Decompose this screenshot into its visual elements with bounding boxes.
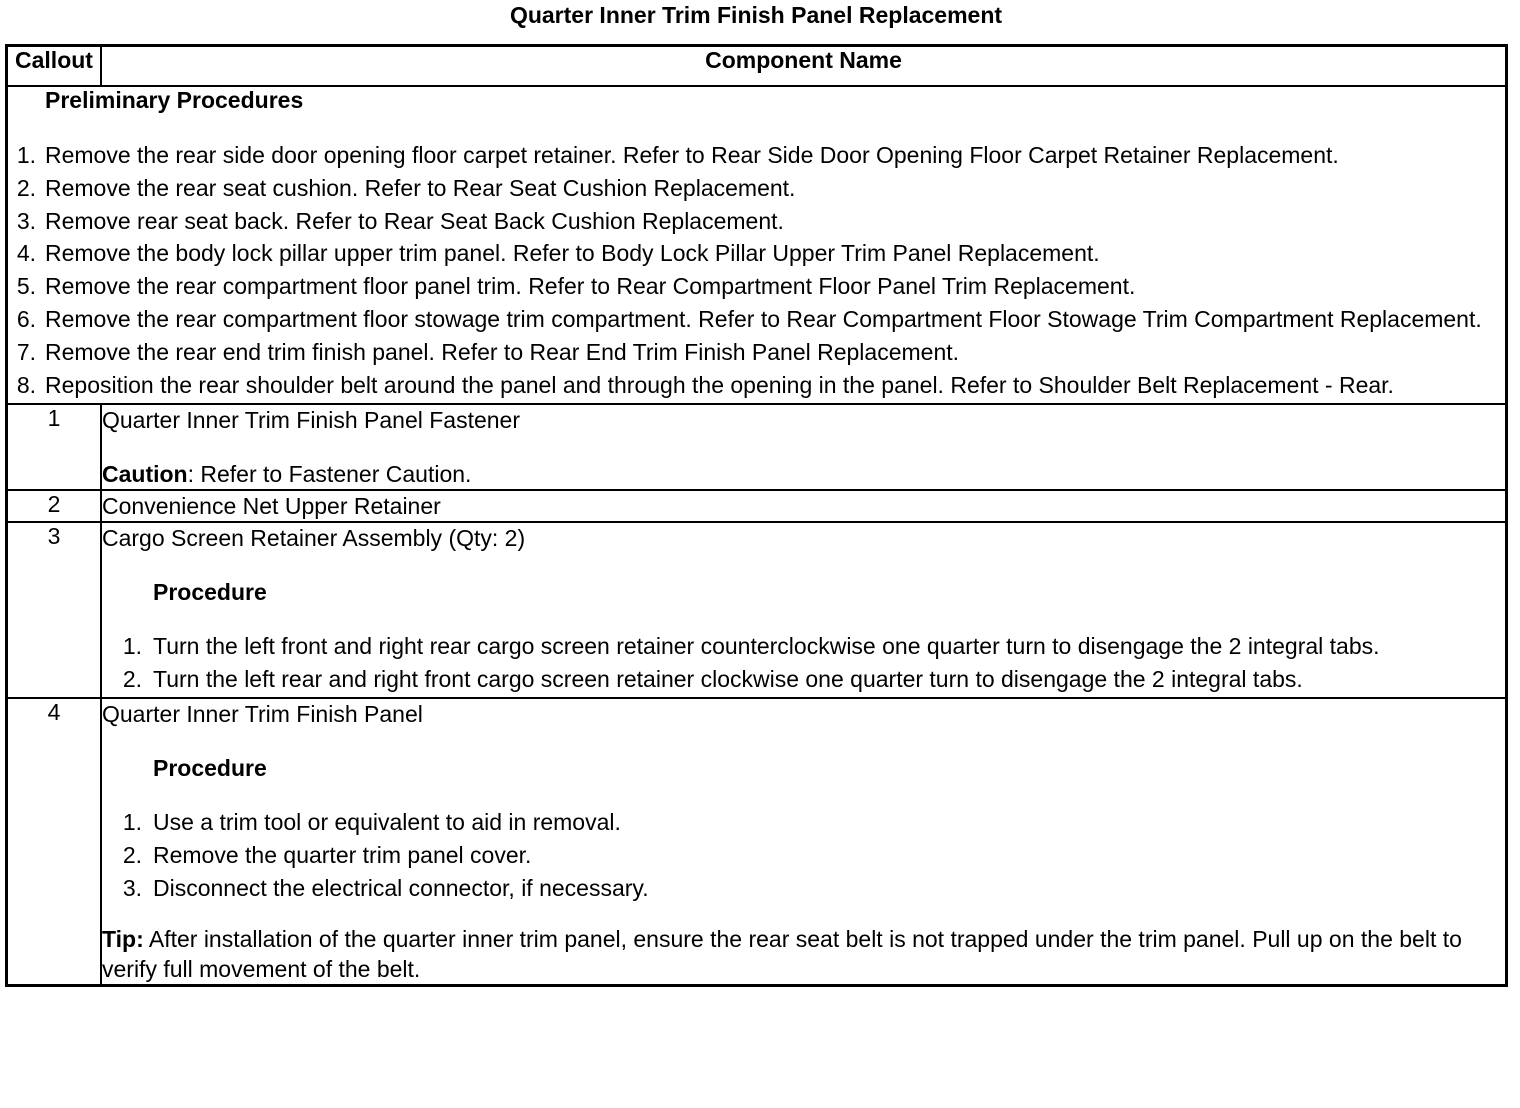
component-cell [101,698,1507,986]
list-item [8,207,1505,237]
step-text: Remove the rear side door opening floor carpet retainer. Refer to Rear Side Door Opening Floor Carpet Retainer Replacement. [45,142,1339,168]
list-item [8,174,1505,204]
step-number: 1. [122,633,142,660]
step-text: Remove the quarter trim panel cover. [153,841,532,868]
preliminary-procedures-heading: Preliminary Procedures [45,87,304,113]
procedure-steps-list [102,631,1505,694]
step-number: 2. [16,174,36,201]
table-header-row [7,46,1507,87]
step-text: Reposition the rear shoulder belt around the panel and through the opening in the panel. Refer to Shoulder Belt Replacement - Rear. [45,371,1394,398]
procedure-heading: Procedure [153,579,267,606]
step-text: Remove the rear end trim finish panel. Refer to Rear End Trim Finish Panel Replacement. [45,338,960,365]
table-row [7,698,1507,986]
step-text: Turn the left front and right rear cargo screen retainer counterclockwise one quarter turn to disengage the 2 integral tabs. [153,633,1380,660]
step-number: 7. [16,338,36,365]
preliminary-steps-list [8,141,1505,400]
component-cell [101,404,1507,490]
callout-number: 3 [7,522,102,698]
callout-column-header: Callout [7,46,102,87]
callout-number: 4 [7,698,102,986]
list-item [102,840,1505,870]
tip-label: Tip: [102,926,144,953]
list-item [8,272,1505,302]
procedure-heading: Procedure [153,754,267,781]
step-number: 5. [16,273,36,300]
preliminary-procedures-row [7,86,1507,404]
step-number: 1. [16,142,36,168]
preliminary-procedures-cell [7,86,1507,404]
step-number: 6. [16,305,36,332]
callout-number: 2 [7,490,102,522]
list-item [102,664,1505,694]
tip-note [102,925,1505,984]
step-number: 3. [122,874,142,901]
list-item [8,141,1505,171]
list-item [102,873,1505,903]
step-text: Disconnect the electrical connector, if necessary. [153,874,649,901]
list-item [102,807,1505,837]
list-item [8,305,1505,335]
step-text: Remove rear seat back. Refer to Rear Seat Back Cushion Replacement. [45,207,784,234]
step-number: 2. [122,841,142,868]
table-row [7,490,1507,522]
caution-text: : Refer to Fastener Caution. [187,461,472,488]
component-cell [101,522,1507,698]
component-name: Quarter Inner Trim Finish Panel Fastener [102,407,520,434]
list-item [102,631,1505,661]
procedure-steps-list [102,807,1505,903]
step-number: 8. [16,371,36,398]
component-name-column-header: Component Name [101,46,1507,87]
document-title: Quarter Inner Trim Finish Panel Replacement [509,2,1003,28]
caution-note [102,459,1505,489]
step-text: Remove the rear compartment floor panel trim. Refer to Rear Compartment Floor Panel Trim Replacement. [45,273,1136,300]
step-text: Turn the left rear and right front cargo screen retainer clockwise one quarter turn to disengage the 2 integral tabs. [153,666,1303,693]
list-item [8,371,1505,401]
table-row [7,404,1507,490]
step-text: Remove the rear compartment floor stowage trim compartment. Refer to Rear Compartment Floor Stowage Trim Compartment Replacement. [45,305,1482,332]
tip-text: After installation of the quarter inner trim panel, ensure the rear seat belt is not trapped under the trim panel. Pull up on the belt to verify full movement of the belt. [102,926,1462,982]
step-text: Remove the body lock pillar upper trim panel. Refer to Body Lock Pillar Upper Trim Panel Replacement. [45,240,1100,267]
step-number: 2. [122,666,142,693]
step-number: 4. [16,240,36,267]
step-text: Remove the rear seat cushion. Refer to Rear Seat Cushion Replacement. [45,174,796,201]
callout-number: 1 [7,404,102,490]
component-name: Convenience Net Upper Retainer [102,493,441,520]
component-cell [101,490,1507,522]
component-name: Quarter Inner Trim Finish Panel [102,700,423,727]
step-text: Use a trim tool or equivalent to aid in removal. [153,808,621,835]
list-item [8,338,1505,368]
components-table [5,44,1508,987]
list-item [8,239,1505,269]
component-name: Cargo Screen Retainer Assembly (Qty: 2) [102,525,526,552]
table-row [7,522,1507,698]
step-number: 1. [122,808,142,835]
step-number: 3. [16,207,36,234]
caution-label: Caution [102,461,188,488]
